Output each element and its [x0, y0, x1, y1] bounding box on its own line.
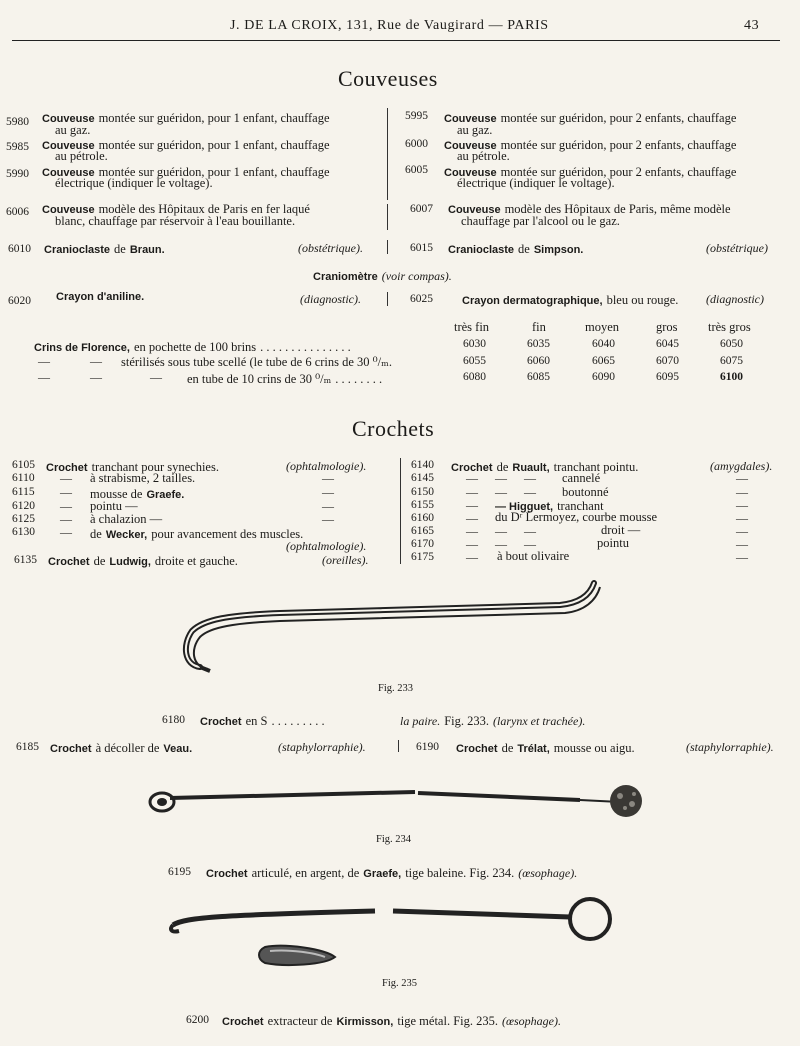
row-label: Crins de Florence, en pochette de 100 brins . . . . . . . . . . . . . . .: [34, 340, 351, 354]
ditto-mark: —: [38, 354, 50, 368]
ditto-mark: —: [322, 471, 334, 485]
item-number: 5980: [6, 116, 29, 128]
ditto-mark: —: [736, 498, 748, 512]
item-number: 6005: [405, 164, 428, 176]
ditto-mark: —: [466, 511, 478, 525]
item-number: 6115: [12, 486, 35, 498]
figure-caption: Fig. 234: [376, 834, 412, 845]
column-header: moyen: [585, 320, 620, 334]
figure-caption: Fig. 233: [378, 683, 414, 694]
table-cell: 6100: [720, 371, 743, 383]
item-number: 6125: [12, 513, 35, 525]
table-cell: 6075: [720, 355, 743, 367]
item-number: 6130: [12, 526, 35, 538]
column-header: gros: [656, 320, 678, 334]
ditto-mark: — — —: [466, 485, 536, 499]
ditto-mark: —: [466, 550, 478, 564]
list-item: Crochet tranchant pour synechies.: [46, 460, 219, 474]
item-continuation: au gaz.: [457, 123, 493, 137]
list-item: Crochet de Ruault, tranchant pointu.: [451, 460, 639, 474]
extractor-hook-illustration: [165, 895, 645, 975]
list-item: à strabisme, 2 tailles.: [90, 471, 196, 485]
list-item: du Dʳ Lermoyez, courbe mousse: [495, 510, 658, 524]
header-rule: [12, 40, 780, 41]
column-divider: [387, 108, 388, 200]
usage-note: (staphylorraphie).: [686, 740, 774, 754]
item-number: 6006: [6, 206, 29, 218]
item-details: la paire. Fig. 233. (larynx et trachée).: [400, 714, 586, 728]
item-number: 6150: [411, 486, 434, 498]
usage-note: (ophtalmologie).: [286, 539, 367, 553]
page-number: 43: [744, 18, 760, 33]
list-item: Couveuse montée sur guéridon, pour 1 enfant, chauffage: [42, 138, 330, 152]
s-hook-illustration: [180, 575, 610, 685]
list-item: Crochet de Ludwig, droite et gauche.: [48, 554, 238, 568]
list-item: Crayon d'aniline.: [56, 291, 145, 303]
ditto-mark: —: [736, 471, 748, 485]
usage-note: (staphylorraphie).: [278, 740, 366, 754]
ditto-mark: —: [90, 354, 102, 368]
ditto-mark: —: [322, 485, 334, 499]
item-number: 6160: [411, 512, 434, 524]
list-item: Couveuse montée sur guéridon, pour 2 enfants, chauffage: [444, 111, 737, 125]
column-divider: [387, 240, 388, 254]
item-number: 5995: [405, 110, 428, 122]
table-cell: 6045: [656, 338, 679, 350]
figure-caption: Fig. 235: [382, 978, 418, 989]
section-title-couveuses: Couveuses: [338, 66, 438, 91]
column-divider: [387, 204, 388, 230]
table-cell: 6085: [527, 371, 550, 383]
list-item: Cranioclaste de Simpson.: [448, 242, 584, 256]
ditto-mark: —: [38, 370, 50, 384]
usage-note: (ophtalmologie).: [286, 459, 367, 473]
list-item: Crochet en S . . . . . . . . .: [200, 714, 325, 728]
item-number: 6110: [12, 472, 35, 484]
item-number: 6105: [12, 459, 35, 471]
item-number: 6007: [410, 203, 433, 215]
list-item: Couveuse montée sur guéridon, pour 2 enfants, chauffage: [444, 165, 737, 179]
list-item: Couveuse modèle des Hôpitaux de Paris, même modèle: [448, 202, 731, 216]
row-label: en tube de 10 crins de 30 ⁰/ₘ . . . . . . . .: [187, 372, 383, 386]
item-number: 6165: [411, 525, 434, 537]
column-divider: [398, 740, 399, 752]
list-item: boutonné: [562, 485, 609, 499]
table-cell: 6090: [592, 371, 615, 383]
item-number: 6020: [8, 295, 31, 307]
list-item: Couveuse montée sur guéridon, pour 1 enfant, chauffage: [42, 165, 330, 179]
item-number: 6185: [16, 741, 39, 753]
item-number: 6140: [411, 459, 434, 471]
usage-note: (diagnostic).: [300, 292, 361, 306]
ditto-mark: —: [736, 537, 748, 551]
table-cell: 6055: [463, 355, 486, 367]
ditto-mark: —: [736, 511, 748, 525]
table-cell: 6040: [592, 338, 615, 350]
row-label: stérilisés sous tube scellé (le tube de 6 crins de 30 ⁰/ₘ.: [121, 355, 392, 369]
item-number: 5990: [6, 168, 29, 180]
item-number: 6155: [411, 499, 434, 511]
list-item: Cranioclaste de Braun.: [44, 242, 165, 256]
section-title-crochets: Crochets: [352, 416, 435, 441]
item-number: 6120: [12, 500, 35, 512]
column-divider: [387, 292, 388, 306]
cross-reference: Craniomètre (voir compas).: [313, 269, 452, 283]
item-number: 6200: [186, 1014, 209, 1026]
table-cell: 6095: [656, 371, 679, 383]
ditto-mark: —: [736, 524, 748, 538]
item-continuation: au pétrole.: [457, 149, 510, 163]
column-header: très fin: [454, 320, 490, 334]
ditto-mark: — — —: [466, 524, 536, 538]
item-number: 6170: [411, 538, 434, 550]
list-item: Crayon dermatographique, bleu ou rouge.: [462, 293, 679, 307]
list-item: droit —: [601, 523, 641, 537]
table-cell: 6070: [656, 355, 679, 367]
item-number: 6135: [14, 554, 37, 566]
table-cell: 6060: [527, 355, 550, 367]
item-number: 6190: [416, 741, 439, 753]
list-item: de Wecker, pour avancement des muscles.: [90, 527, 304, 541]
item-number: 6175: [411, 551, 434, 563]
list-item: à bout olivaire: [497, 549, 570, 563]
ditto-mark: —: [60, 512, 72, 526]
column-divider: [400, 458, 401, 564]
ditto-mark: — — —: [466, 537, 536, 551]
list-item: cannelé: [562, 471, 601, 485]
usage-note: (obstétrique).: [298, 241, 363, 255]
column-header: très gros: [708, 320, 751, 334]
table-cell: 6030: [463, 338, 486, 350]
item-continuation: électrique (indiquer le voltage).: [55, 176, 213, 190]
item-number: 5985: [6, 141, 29, 153]
ditto-mark: —: [322, 499, 334, 513]
item-number: 6000: [405, 138, 428, 150]
item-number: 6145: [411, 472, 434, 484]
articulated-hook-illustration: [140, 776, 660, 826]
item-continuation: chauffage par l'alcool ou le gaz.: [461, 214, 620, 228]
ditto-mark: —: [60, 471, 72, 485]
item-continuation: blanc, chauffage par réservoir à l'eau bouillante.: [55, 214, 296, 228]
list-item: Crochet à décoller de Veau.: [50, 741, 193, 755]
list-item: Couveuse montée sur guéridon, pour 1 enfant, chauffage: [42, 111, 330, 125]
item-number: 6015: [410, 242, 433, 254]
ditto-mark: —: [60, 499, 72, 513]
list-item: Couveuse modèle des Hôpitaux de Paris en fer laqué: [42, 202, 310, 216]
list-item: Crochet de Trélat, mousse ou aigu.: [456, 741, 635, 755]
ditto-mark: —: [60, 485, 72, 499]
list-item: pointu: [597, 536, 629, 550]
list-item: — Higguet, tranchant: [495, 499, 604, 513]
table-cell: 6050: [720, 338, 743, 350]
list-item: Crochet articulé, en argent, de Graefe, tige baleine. Fig. 234. (œsophage).: [206, 866, 578, 880]
ditto-mark: — — —: [466, 471, 536, 485]
column-header: fin: [532, 320, 546, 334]
ditto-mark: —: [90, 370, 102, 384]
ditto-mark: —: [466, 498, 478, 512]
list-item: mousse de Graefe.: [90, 487, 185, 501]
item-continuation: électrique (indiquer le voltage).: [457, 176, 615, 190]
ditto-mark: —: [322, 512, 334, 526]
ditto-mark: —: [736, 485, 748, 499]
usage-note: (oreilles).: [322, 553, 369, 567]
table-cell: 6035: [527, 338, 550, 350]
usage-note: (amygdales).: [710, 459, 773, 473]
usage-note: (obstétrique): [706, 241, 768, 255]
usage-note: (diagnostic): [706, 292, 764, 306]
item-number: 6025: [410, 293, 433, 305]
list-item: à chalazion —: [90, 512, 163, 526]
table-cell: 6065: [592, 355, 615, 367]
item-number: 6180: [162, 714, 185, 726]
item-continuation: au pétrole.: [55, 149, 108, 163]
ditto-mark: —: [60, 525, 72, 539]
list-item: Crochet extracteur de Kirmisson, tige métal. Fig. 235. (œsophage).: [222, 1014, 561, 1028]
ditto-mark: —: [736, 550, 748, 564]
item-number: 6010: [8, 243, 31, 255]
running-header: J. DE LA CROIX, 131, Rue de Vaugirard — PARIS: [230, 18, 549, 33]
table-cell: 6080: [463, 371, 486, 383]
ditto-mark: —: [150, 370, 162, 384]
item-number: 6195: [168, 866, 191, 878]
list-item: Couveuse montée sur guéridon, pour 2 enfants, chauffage: [444, 138, 737, 152]
item-continuation: au gaz.: [55, 123, 91, 137]
list-item: pointu —: [90, 499, 138, 513]
